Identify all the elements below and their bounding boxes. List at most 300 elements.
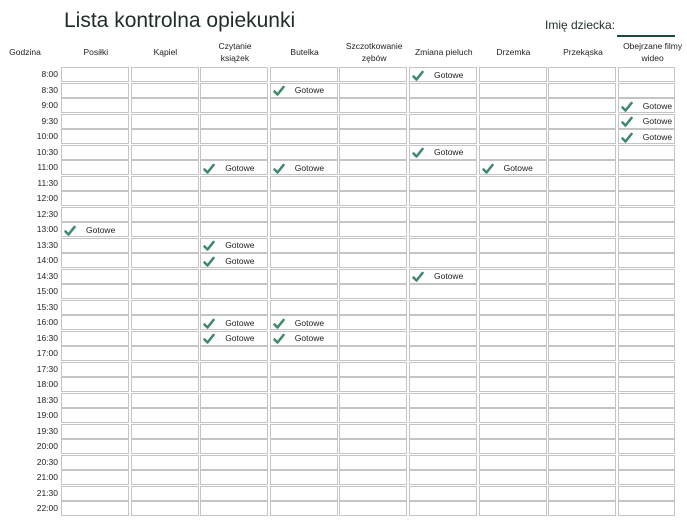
checklist-cell[interactable] <box>339 455 407 470</box>
checklist-cell[interactable] <box>339 145 407 160</box>
checklist-cell[interactable] <box>270 362 338 377</box>
checklist-cell[interactable] <box>339 393 407 408</box>
checklist-cell[interactable] <box>618 408 675 423</box>
checklist-cell[interactable] <box>270 145 338 160</box>
header-column: Butelka <box>290 47 319 57</box>
checklist-cell[interactable] <box>479 67 547 82</box>
checklist-cell[interactable] <box>618 160 675 175</box>
checklist-cell[interactable] <box>479 269 547 284</box>
checklist-cell[interactable] <box>200 98 268 113</box>
checklist-cell[interactable] <box>61 207 129 222</box>
checklist-cell[interactable] <box>200 300 268 315</box>
checklist-cell[interactable] <box>270 315 338 330</box>
checklist-cell[interactable] <box>409 439 477 454</box>
checklist-cell[interactable] <box>270 67 338 82</box>
checklist-cell[interactable] <box>200 455 268 470</box>
checklist-cell[interactable] <box>270 331 338 346</box>
checklist-cell[interactable] <box>618 315 675 330</box>
checklist-cell[interactable] <box>479 439 547 454</box>
checklist-cell[interactable] <box>479 424 547 439</box>
checklist-cell[interactable] <box>131 346 199 361</box>
checklist-cell[interactable] <box>339 129 407 144</box>
checkmark-icon <box>273 162 285 174</box>
checklist-cell[interactable] <box>200 160 268 175</box>
checklist-cell[interactable] <box>618 191 675 206</box>
checklist-cell[interactable] <box>270 253 338 268</box>
checklist-cell[interactable] <box>479 331 547 346</box>
checklist-cell[interactable] <box>479 346 547 361</box>
done-label: Gotowe <box>434 147 464 157</box>
checklist-cell[interactable] <box>479 300 547 315</box>
checklist-cell[interactable] <box>409 408 477 423</box>
done-label: Gotowe <box>225 317 255 328</box>
checklist-cell[interactable] <box>409 300 477 315</box>
checklist-cell[interactable] <box>200 408 268 423</box>
checklist-cell[interactable] <box>131 222 199 237</box>
checklist-cell[interactable] <box>61 424 129 439</box>
checklist-cell[interactable] <box>618 470 675 485</box>
checklist-cell[interactable] <box>479 145 547 160</box>
checklist-cell[interactable] <box>618 98 675 113</box>
header-column: Zmiana pieluch <box>414 47 473 57</box>
checklist-cell[interactable] <box>339 83 407 98</box>
checklist-cell[interactable] <box>131 129 199 144</box>
checklist-cell[interactable] <box>270 346 338 361</box>
checklist-cell[interactable] <box>409 393 477 408</box>
checklist-cell[interactable] <box>409 67 477 82</box>
checklist-cell[interactable] <box>200 238 268 253</box>
checklist-cell[interactable] <box>479 284 547 299</box>
checklist-cell[interactable] <box>618 377 675 392</box>
checklist-cell[interactable] <box>618 362 675 377</box>
checklist-cell[interactable] <box>548 362 616 377</box>
checklist-cell[interactable] <box>200 176 268 191</box>
checklist-cell[interactable] <box>479 191 547 206</box>
done-label: Gotowe <box>642 100 673 111</box>
checklist-cell[interactable] <box>200 129 268 144</box>
checklist-cell[interactable] <box>548 191 616 206</box>
checklist-cell[interactable] <box>339 362 407 377</box>
time-label: 11:00 <box>37 162 58 172</box>
checklist-cell[interactable] <box>548 377 616 392</box>
checklist-cell[interactable] <box>409 346 477 361</box>
checklist-cell[interactable] <box>131 424 199 439</box>
checklist-cell[interactable] <box>409 315 477 330</box>
checklist-cell[interactable] <box>548 160 616 175</box>
checklist-cell[interactable] <box>409 191 477 206</box>
checklist-cell[interactable] <box>409 238 477 253</box>
checklist-cell[interactable] <box>61 67 129 82</box>
checklist-cell[interactable] <box>339 346 407 361</box>
checklist-cell[interactable] <box>61 284 129 299</box>
checklist-cell[interactable] <box>479 486 547 501</box>
checklist-cell[interactable] <box>339 269 407 284</box>
checklist-cell[interactable] <box>548 176 616 191</box>
header-column: Drzemka <box>496 47 531 57</box>
checklist-cell[interactable] <box>548 300 616 315</box>
checklist-cell[interactable] <box>339 284 407 299</box>
checklist-cell[interactable] <box>61 98 129 113</box>
header-column: Przekąska <box>563 47 603 57</box>
checklist-cell[interactable] <box>61 222 129 237</box>
checklist-cell[interactable] <box>548 346 616 361</box>
checklist-cell[interactable] <box>200 362 268 377</box>
checklist-cell[interactable] <box>270 470 338 485</box>
checklist-cell[interactable] <box>409 486 477 501</box>
checklist-cell[interactable] <box>131 83 199 98</box>
checklist-cell[interactable] <box>270 114 338 129</box>
checklist-cell[interactable] <box>200 83 268 98</box>
checklist-cell[interactable] <box>61 145 129 160</box>
checklist-cell[interactable] <box>339 331 407 346</box>
checklist-cell[interactable] <box>200 222 268 237</box>
time-label: 15:30 <box>36 301 58 312</box>
checklist-cell[interactable] <box>61 83 129 98</box>
checklist-cell[interactable] <box>61 331 129 346</box>
time-label: 19:30 <box>36 425 58 436</box>
checklist-cell[interactable] <box>548 207 616 222</box>
checklist-cell[interactable] <box>61 129 129 144</box>
checklist-cell[interactable] <box>409 269 477 284</box>
checklist-cell[interactable] <box>409 253 477 268</box>
checklist-cell[interactable] <box>409 83 477 98</box>
checklist-cell[interactable] <box>270 83 338 98</box>
checklist-cell[interactable] <box>270 501 338 516</box>
checklist-cell[interactable] <box>618 486 675 501</box>
time-label: 9:00 <box>41 100 58 110</box>
checklist-cell[interactable] <box>409 176 477 191</box>
checklist-cell[interactable] <box>479 470 547 485</box>
checklist-cell[interactable] <box>548 455 616 470</box>
checklist-cell[interactable] <box>479 207 547 222</box>
checklist-cell[interactable] <box>618 145 675 160</box>
checklist-cell[interactable] <box>339 315 407 330</box>
checklist-cell[interactable] <box>339 176 407 191</box>
checklist-cell[interactable] <box>479 176 547 191</box>
checklist-cell[interactable] <box>131 269 199 284</box>
checklist-cell[interactable] <box>270 284 338 299</box>
done-label: Gotowe <box>86 224 116 235</box>
checklist-cell[interactable] <box>339 300 407 315</box>
checkmark-icon <box>621 100 633 112</box>
checklist-cell[interactable] <box>270 222 338 237</box>
checklist-cell[interactable] <box>270 455 338 470</box>
checklist-cell[interactable] <box>270 424 338 439</box>
checklist-cell[interactable] <box>200 207 268 222</box>
checklist-cell[interactable] <box>618 207 675 222</box>
checklist-cell[interactable] <box>479 362 547 377</box>
checklist-cell[interactable] <box>479 114 547 129</box>
checklist-cell[interactable] <box>61 160 129 175</box>
checklist-cell[interactable] <box>200 284 268 299</box>
checklist-cell[interactable] <box>131 362 199 377</box>
checklist-cell[interactable] <box>61 501 129 516</box>
checklist-cell[interactable] <box>270 129 338 144</box>
checklist-cell[interactable] <box>270 377 338 392</box>
checklist-cell[interactable] <box>409 455 477 470</box>
checklist-cell[interactable] <box>548 408 616 423</box>
checklist-cell[interactable] <box>131 408 199 423</box>
header-column: Szczotkowanie zębów <box>345 41 403 63</box>
checklist-cell[interactable] <box>131 455 199 470</box>
checklist-cell[interactable] <box>548 269 616 284</box>
checklist-cell[interactable] <box>548 424 616 439</box>
checklist-cell[interactable] <box>131 284 199 299</box>
done-label: Gotowe <box>434 271 464 281</box>
checklist-cell[interactable] <box>548 67 616 82</box>
checklist-cell[interactable] <box>479 501 547 516</box>
checklist-cell[interactable] <box>270 408 338 423</box>
checklist-cell[interactable] <box>200 346 268 361</box>
checklist-cell[interactable] <box>270 238 338 253</box>
checklist-cell[interactable] <box>200 191 268 206</box>
checklist-cell[interactable] <box>339 408 407 423</box>
checklist-cell[interactable] <box>339 67 407 82</box>
checklist-cell[interactable] <box>131 67 199 82</box>
checklist-cell[interactable] <box>409 501 477 516</box>
checklist-cell[interactable] <box>479 129 547 144</box>
checklist-cell[interactable] <box>479 222 547 237</box>
checklist-cell[interactable] <box>479 98 547 113</box>
checklist-cell[interactable] <box>618 331 675 346</box>
header-time: Godzina <box>9 47 41 57</box>
checklist-cell[interactable] <box>618 455 675 470</box>
time-label: 20:00 <box>36 441 58 451</box>
checkmark-icon <box>621 115 633 127</box>
checklist-cell[interactable] <box>61 470 129 485</box>
checklist-cell[interactable] <box>131 486 199 501</box>
checklist-cell[interactable] <box>618 83 675 98</box>
checklist-cell[interactable] <box>339 207 407 222</box>
checklist-cell[interactable] <box>339 253 407 268</box>
checklist-cell[interactable] <box>618 424 675 439</box>
checklist-cell[interactable] <box>131 377 199 392</box>
time-label: 10:30 <box>36 146 58 157</box>
checklist-cell[interactable] <box>409 145 477 160</box>
checklist-cell[interactable] <box>61 315 129 330</box>
checklist-cell[interactable] <box>131 207 199 222</box>
checklist-cell[interactable] <box>548 439 616 454</box>
checklist-cell[interactable] <box>409 377 477 392</box>
checklist-cell[interactable] <box>270 269 338 284</box>
checklist-cell[interactable] <box>339 114 407 129</box>
time-label: 20:30 <box>36 456 58 467</box>
checklist-cell[interactable] <box>131 114 199 129</box>
checklist-cell[interactable] <box>200 424 268 439</box>
checklist-cell[interactable] <box>61 439 129 454</box>
checklist-cell[interactable] <box>200 377 268 392</box>
checklist-cell[interactable] <box>339 160 407 175</box>
checklist-cell[interactable] <box>618 114 675 129</box>
checklist-cell[interactable] <box>548 222 616 237</box>
checklist-cell[interactable] <box>131 176 199 191</box>
checklist-cell[interactable] <box>200 67 268 82</box>
checklist-cell[interactable] <box>61 114 129 129</box>
time-label: 18:00 <box>36 379 58 389</box>
checklist-cell[interactable] <box>479 393 547 408</box>
checklist-cell[interactable] <box>618 300 675 315</box>
checklist-cell[interactable] <box>270 160 338 175</box>
checklist-cell[interactable] <box>61 269 129 284</box>
checklist-cell[interactable] <box>61 393 129 408</box>
checklist-cell[interactable] <box>270 393 338 408</box>
checklist-cell[interactable] <box>618 501 675 516</box>
checklist-cell[interactable] <box>548 83 616 98</box>
checklist-cell[interactable] <box>548 253 616 268</box>
checklist-cell[interactable] <box>61 346 129 361</box>
time-label: 17:30 <box>36 363 58 374</box>
checklist-cell[interactable] <box>61 377 129 392</box>
checklist-cell[interactable] <box>131 393 199 408</box>
checklist-cell[interactable] <box>479 455 547 470</box>
checklist-cell[interactable] <box>618 176 675 191</box>
checklist-cell[interactable] <box>131 160 199 175</box>
checklist-cell[interactable] <box>131 191 199 206</box>
checklist-cell[interactable] <box>409 160 477 175</box>
checklist-cell[interactable] <box>618 439 675 454</box>
done-label: Gotowe <box>642 131 673 142</box>
time-label: 15:00 <box>36 286 58 296</box>
checklist-cell[interactable] <box>270 300 338 315</box>
checklist-cell[interactable] <box>131 98 199 113</box>
checklist-cell[interactable] <box>409 362 477 377</box>
checklist-cell[interactable] <box>548 98 616 113</box>
checklist-cell[interactable] <box>200 253 268 268</box>
checklist-cell[interactable] <box>200 331 268 346</box>
checklist-cell[interactable] <box>200 315 268 330</box>
checklist-cell[interactable] <box>548 284 616 299</box>
checklist-cell[interactable] <box>131 501 199 516</box>
checklist-cell[interactable] <box>339 98 407 113</box>
checklist-cell[interactable] <box>339 470 407 485</box>
checklist-cell[interactable] <box>618 284 675 299</box>
done-label: Gotowe <box>434 69 464 80</box>
checklist-cell[interactable] <box>479 315 547 330</box>
checklist-cell[interactable] <box>548 114 616 129</box>
checklist-cell[interactable] <box>61 408 129 423</box>
checklist-cell[interactable] <box>618 222 675 237</box>
checklist-cell[interactable] <box>548 238 616 253</box>
checklist-cell[interactable] <box>339 377 407 392</box>
checklist-cell[interactable] <box>270 98 338 113</box>
time-label: 9:30 <box>41 115 58 126</box>
checklist-cell[interactable] <box>548 393 616 408</box>
checklist-cell[interactable] <box>339 238 407 253</box>
checkmark-icon <box>482 162 494 174</box>
checklist-cell[interactable] <box>270 191 338 206</box>
checklist-cell[interactable] <box>131 238 199 253</box>
checklist-cell[interactable] <box>200 501 268 516</box>
checklist-cell[interactable] <box>479 83 547 98</box>
checklist-cell[interactable] <box>131 315 199 330</box>
checklist-cell[interactable] <box>618 269 675 284</box>
checklist-cell[interactable] <box>131 300 199 315</box>
checklist-cell[interactable] <box>131 439 199 454</box>
checklist-cell[interactable] <box>200 439 268 454</box>
checklist-cell[interactable] <box>270 176 338 191</box>
checklist-cell[interactable] <box>131 331 199 346</box>
checklist-cell[interactable] <box>409 114 477 129</box>
checklist-cell[interactable] <box>479 238 547 253</box>
time-label: 10:00 <box>36 131 58 141</box>
checklist-cell[interactable] <box>131 145 199 160</box>
checklist-cell[interactable] <box>339 501 407 516</box>
checklist-cell[interactable] <box>409 284 477 299</box>
checklist-cell[interactable] <box>618 253 675 268</box>
checkmark-icon <box>273 84 285 96</box>
checklist-cell[interactable] <box>339 191 407 206</box>
checklist-cell[interactable] <box>61 300 129 315</box>
checklist-cell[interactable] <box>548 129 616 144</box>
checklist-cell[interactable] <box>339 424 407 439</box>
checklist-cell[interactable] <box>131 470 199 485</box>
checklist-cell[interactable] <box>479 160 547 175</box>
checklist-cell[interactable] <box>61 362 129 377</box>
time-label: 8:00 <box>41 69 58 79</box>
checklist-cell[interactable] <box>131 253 199 268</box>
checkmark-icon <box>412 69 424 81</box>
checklist-cell[interactable] <box>548 315 616 330</box>
checklist-cell[interactable] <box>479 408 547 423</box>
checklist-cell[interactable] <box>548 486 616 501</box>
checklist-cell[interactable] <box>409 207 477 222</box>
checklist-cell[interactable] <box>548 331 616 346</box>
checklist-cell[interactable] <box>409 98 477 113</box>
checklist-cell[interactable] <box>409 470 477 485</box>
checklist-cell[interactable] <box>270 486 338 501</box>
checklist-cell[interactable] <box>618 238 675 253</box>
done-label: Gotowe <box>642 116 673 126</box>
time-label: 16:30 <box>36 332 58 343</box>
done-label: Gotowe <box>294 85 325 95</box>
checklist-cell[interactable] <box>61 238 129 253</box>
checklist-cell[interactable] <box>339 222 407 237</box>
checklist-cell[interactable] <box>200 145 268 160</box>
checklist-cell[interactable] <box>479 377 547 392</box>
checklist-cell[interactable] <box>61 176 129 191</box>
checkmark-icon <box>203 255 215 267</box>
checklist-cell[interactable] <box>618 67 675 82</box>
checklist-cell[interactable] <box>61 191 129 206</box>
checkmark-icon <box>412 146 424 158</box>
checklist-cell[interactable] <box>200 486 268 501</box>
checklist-cell[interactable] <box>61 486 129 501</box>
checklist-cell[interactable] <box>409 331 477 346</box>
checklist-cell[interactable] <box>200 470 268 485</box>
checklist-cell[interactable] <box>548 470 616 485</box>
header-column: Obejrzane filmy wideo <box>623 41 683 63</box>
checklist-cell[interactable] <box>618 393 675 408</box>
checklist-cell[interactable] <box>339 486 407 501</box>
checklist-cell[interactable] <box>618 346 675 361</box>
checklist-cell[interactable] <box>479 253 547 268</box>
checklist-cell[interactable] <box>618 129 675 144</box>
checklist-cell[interactable] <box>200 393 268 408</box>
checklist-cell[interactable] <box>200 269 268 284</box>
checklist-cell[interactable] <box>270 439 338 454</box>
checklist-cell[interactable] <box>548 145 616 160</box>
checklist-cell[interactable] <box>409 424 477 439</box>
checklist-cell[interactable] <box>61 455 129 470</box>
checklist-cell[interactable] <box>409 222 477 237</box>
checklist-cell[interactable] <box>200 114 268 129</box>
checkmark-icon <box>203 317 215 329</box>
checklist-cell[interactable] <box>61 253 129 268</box>
checklist-cell[interactable] <box>548 501 616 516</box>
checklist-cell[interactable] <box>409 129 477 144</box>
checklist-cell[interactable] <box>270 207 338 222</box>
checklist-cell[interactable] <box>339 439 407 454</box>
